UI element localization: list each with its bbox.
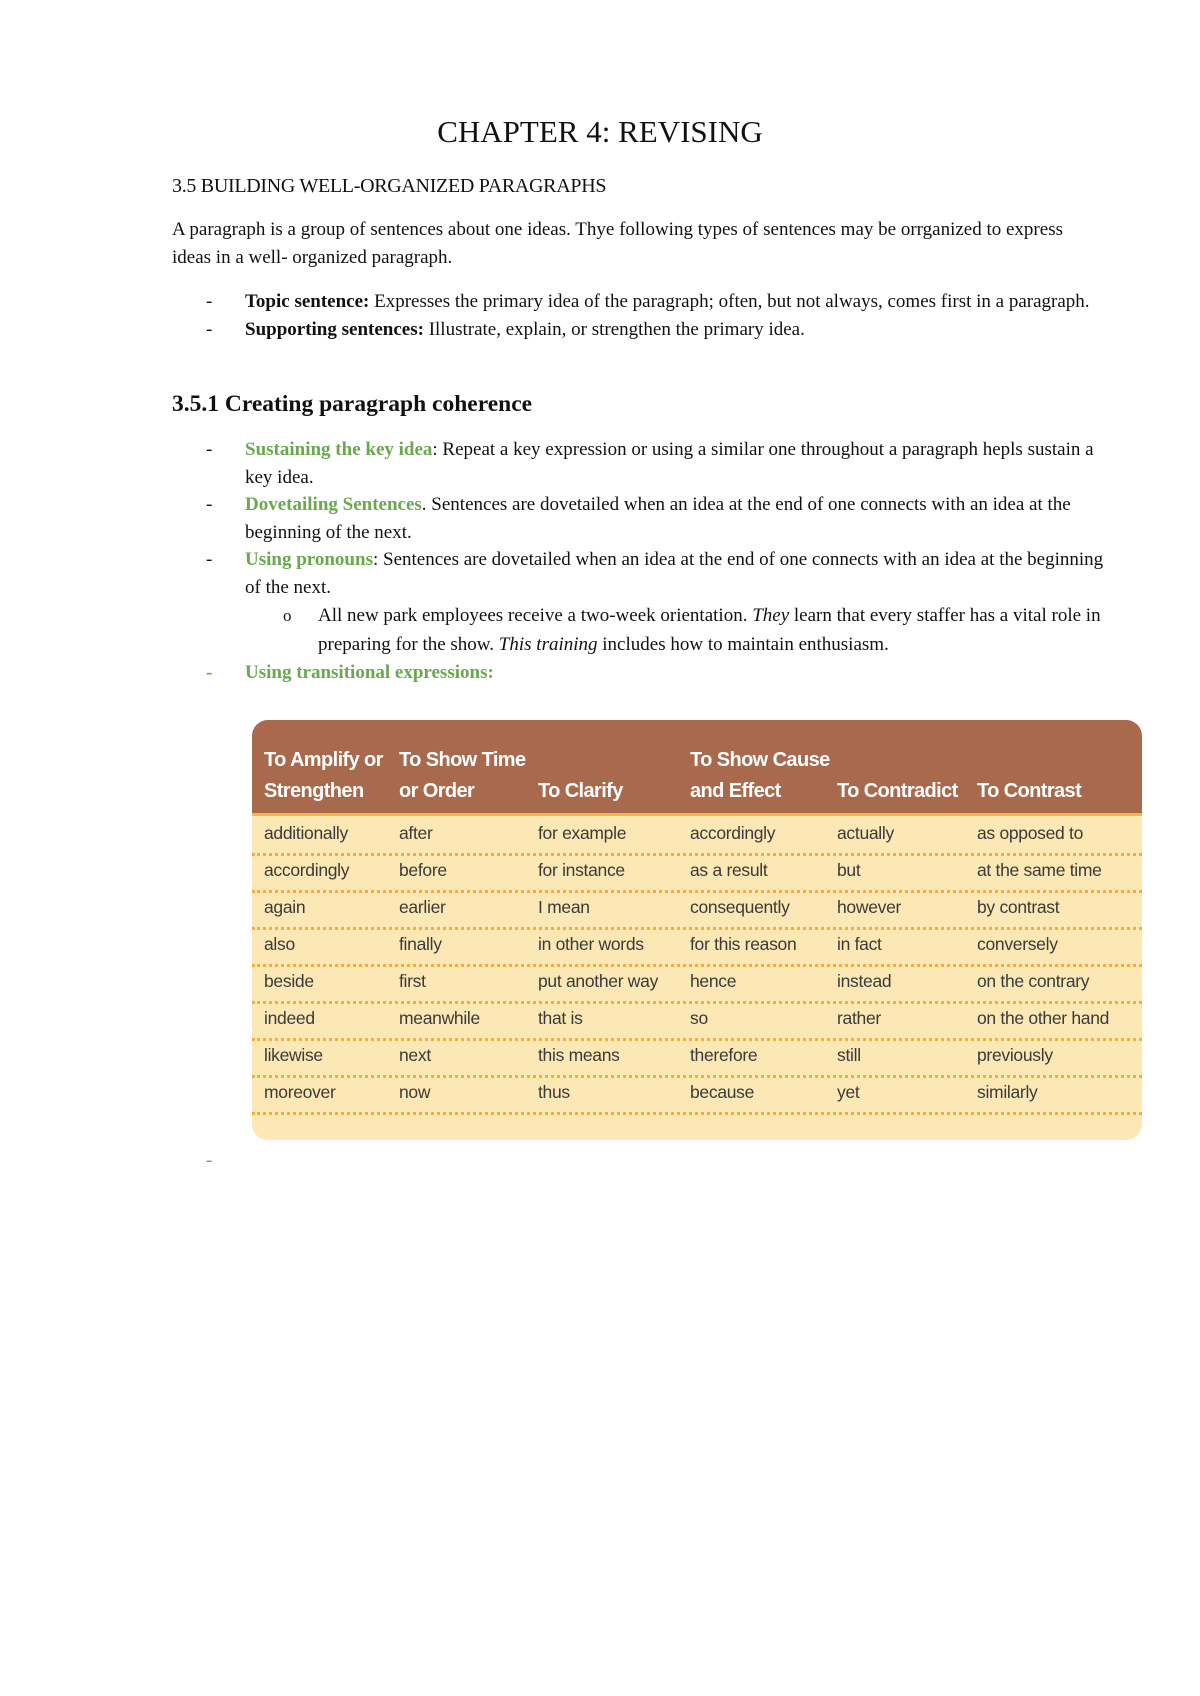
table-cell: this means [538,1045,620,1065]
table-cell: at the same time [977,860,1102,880]
table-cell: on the contrary [977,971,1090,991]
table-cell: previously [977,1045,1053,1065]
table-cell: therefore [690,1045,758,1065]
sentence-types-list [172,288,1112,343]
term-topic-sentence: Topic sentence: [245,291,370,312]
term-sustaining-key-idea: Sustaining the key idea [245,439,433,460]
table-row [252,927,1142,967]
table-cell: also [264,934,295,954]
example-list [245,601,1112,659]
subsection-heading: 3.5.1 Creating paragraph coherence [172,391,533,417]
table-cell: for instance [538,860,625,880]
column-header: To Amplify or Strengthen [264,749,383,802]
table-cell: as a result [690,860,768,880]
dash-bullet: - [206,549,213,570]
dash-bullet: - [206,291,213,312]
column-header: To Contradict [837,780,958,802]
table-cell: as opposed to [977,823,1084,843]
example-italic-2: This training [498,634,598,655]
table-cell: instead [837,971,892,991]
table-cell: before [399,860,447,880]
table-cell: indeed [264,1008,315,1028]
table-cell: but [837,860,861,880]
circle-bullet: o [283,606,292,625]
table-cell: for this reason [690,934,797,954]
term-dovetailing-sentences: Dovetailing Sentences [245,494,422,515]
table-cell: that is [538,1008,583,1028]
table-cell: put another way [538,971,659,991]
section-heading: 3.5 BUILDING WELL-ORGANIZED PARAGRAPHS [172,175,607,197]
dash-bullet: - [206,494,213,515]
table-cell: first [399,971,426,991]
table-row [252,853,1142,893]
table-cell: additionally [264,823,348,843]
list-item [172,491,1112,546]
table-cell: in other words [538,934,644,954]
table-cell: thus [538,1082,570,1102]
column-header: To Clarify [538,780,623,802]
table-cell: beside [264,971,314,991]
example-text-2: learn that every staffer has a vital role in preparing for the show. [318,605,1101,655]
table-cell: yet [837,1082,860,1102]
table-cell: however [837,897,902,917]
column-header: To Contrast [977,780,1082,802]
example-text-3: includes how to maintain enthusiasm. [597,634,889,655]
table-cell: similarly [977,1082,1038,1102]
term-using-pronouns: Using pronouns [245,549,373,570]
table-cell: accordingly [690,823,776,843]
list-item [172,659,1112,687]
term-transitional-expressions: Using transitional expressions: [245,662,494,683]
list-item [172,288,1112,316]
table-cell: conversely [977,934,1058,954]
table-header [252,720,1142,813]
table-row [252,1038,1142,1078]
table-cell: after [399,823,433,843]
term-description: . Sentences are dovetailed when an idea at the end of one connects with an idea at the beginning of the next. [245,494,1071,543]
table-cell: by contrast [977,897,1060,917]
table-cell: still [837,1045,861,1065]
trailing-dash-bullet: - [206,1150,213,1171]
example-text-1: All new park employees receive a two-week orientation. [318,605,753,626]
table-cell: I mean [538,897,590,917]
table-cell: meanwhile [399,1008,480,1028]
table-cell: rather [837,1008,881,1028]
table-cell: accordingly [264,860,350,880]
table-cell: moreover [264,1082,336,1102]
coherence-list [172,436,1112,687]
table-cell: next [399,1045,431,1065]
table-cell: so [690,1008,708,1028]
dash-bullet: - [206,662,213,683]
term-description: Illustrate, explain, or strengthen the primary idea. [423,318,805,340]
chapter-title: CHAPTER 4: REVISING [437,114,763,149]
table-cell: consequently [690,897,790,917]
table-row [252,964,1142,1004]
term-description: : Repeat a key expression or using a similar one throughout a paragraph hepls sustain a key idea. [245,439,1094,488]
intro-paragraph: A paragraph is a group of sentences about one ideas. Thye following types of sentences may be orrganized to express ideas in a well- organized paragraph. [172,219,1063,268]
dash-bullet: - [206,439,213,460]
table-row [252,1075,1142,1115]
table-row [252,1001,1142,1041]
table-cell: again [264,897,306,917]
term-supporting-sentences: Supporting sentences: [245,318,424,340]
table-cell: for example [538,823,627,843]
list-item [172,436,1112,491]
table-row [252,816,1142,856]
table-row [252,890,1142,930]
table-cell: actually [837,823,894,843]
term-description: Expresses the primary idea of the paragraph; often, but not always, comes first in a paragraph. [369,291,1090,312]
table-cell: hence [690,971,737,991]
example-italic-1: They [752,605,790,626]
table-cell: earlier [399,897,446,917]
table-cell: finally [399,934,442,954]
table-cell: now [399,1082,431,1102]
table-cell: likewise [264,1045,323,1065]
column-header: To Show Time or Order [399,749,526,802]
list-item [172,316,1112,344]
column-header: To Show Cause and Effect [690,749,830,802]
term-description: : Sentences are dovetailed when an idea at the end of one connects with an idea at the beginning of the next. [245,549,1104,598]
example-item [245,601,1112,659]
table-cell: because [690,1082,755,1102]
table-cell: in fact [837,934,882,954]
dash-bullet: - [206,318,213,340]
table-cell: on the other hand [977,1008,1110,1028]
list-item [172,546,1112,659]
transitions-table [252,720,1142,1140]
